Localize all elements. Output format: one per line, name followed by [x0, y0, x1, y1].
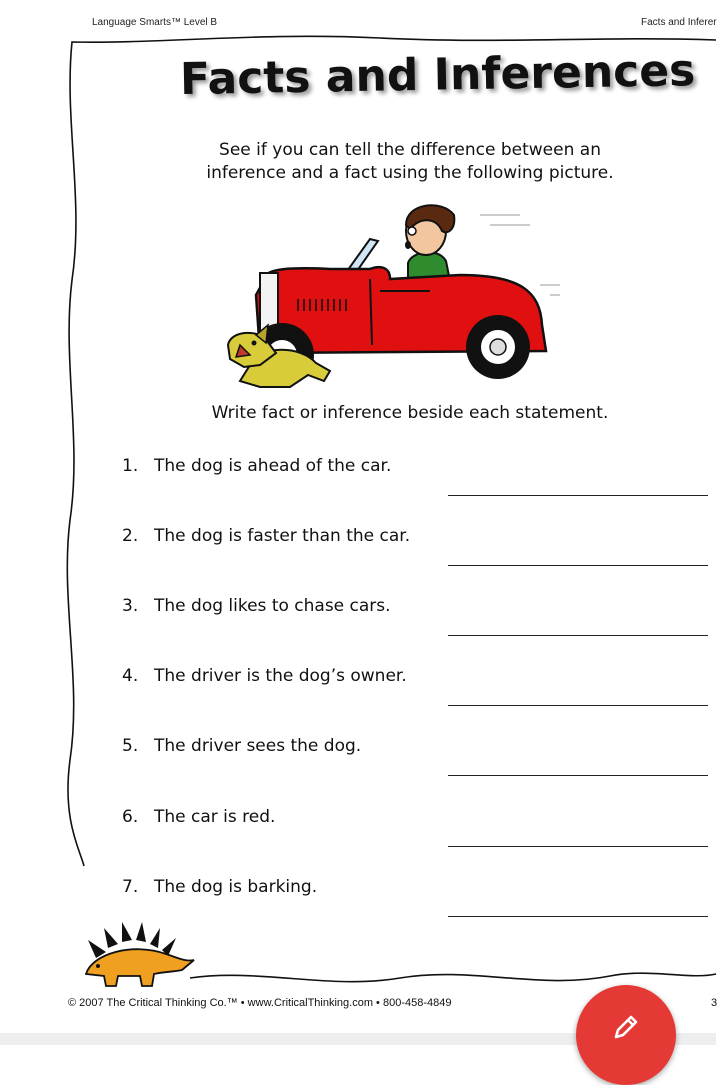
answer-line[interactable]: [448, 565, 708, 566]
statement-number: 6.: [122, 807, 139, 827]
statement-text: The dog is ahead of the car.: [154, 456, 392, 476]
intro-line-1: See if you can tell the difference between an: [219, 140, 601, 160]
section-label: Facts and Inferer: [641, 17, 717, 28]
intro-text: [150, 139, 670, 185]
instruction-text: Write fact or inference beside each statement.: [211, 403, 609, 423]
statement-item-3: [120, 596, 716, 656]
dinosaur-mascot-icon: [82, 918, 197, 990]
series-label: Language Smarts™ Level B: [92, 17, 218, 28]
statement-text: The car is red.: [154, 807, 276, 827]
car-dog-illustration: [220, 195, 560, 395]
answer-line[interactable]: [448, 775, 708, 776]
statement-item-4: [120, 666, 716, 726]
statement-text: The dog is barking.: [154, 877, 318, 897]
statement-number: 2.: [122, 526, 139, 546]
statement-item-5: [120, 736, 716, 796]
statement-item-6: [120, 807, 716, 867]
copyright-footer: © 2007 The Critical Thinking Co.™ • www.CriticalThinking.com • 800-458-4849: [68, 997, 452, 1009]
answer-line[interactable]: [448, 635, 708, 636]
statement-number: 4.: [122, 666, 139, 686]
answer-line[interactable]: [448, 705, 708, 706]
statement-number: 7.: [122, 877, 139, 897]
page-number: 3: [711, 997, 717, 1009]
statement-number: 1.: [122, 456, 139, 476]
driver-figure: [405, 205, 454, 285]
answer-line[interactable]: [448, 495, 708, 496]
pencil-icon: [612, 1013, 640, 1041]
answer-line[interactable]: [448, 916, 708, 917]
statement-text: The dog likes to chase cars.: [154, 596, 391, 616]
statement-item-2: [120, 526, 716, 586]
statement-number: 3.: [122, 596, 139, 616]
page-title: Facts and Inferences: [179, 45, 696, 106]
statement-number: 5.: [122, 736, 139, 756]
edit-fab-button[interactable]: [576, 985, 676, 1085]
statement-item-7: [120, 877, 716, 937]
answer-line[interactable]: [448, 846, 708, 847]
statement-text: The dog is faster than the car.: [154, 526, 411, 546]
statement-item-1: [120, 456, 716, 516]
intro-line-2: inference and a fact using the following picture.: [206, 163, 614, 183]
statement-text: The driver is the dog’s owner.: [154, 666, 407, 686]
statement-text: The driver sees the dog.: [154, 736, 362, 756]
